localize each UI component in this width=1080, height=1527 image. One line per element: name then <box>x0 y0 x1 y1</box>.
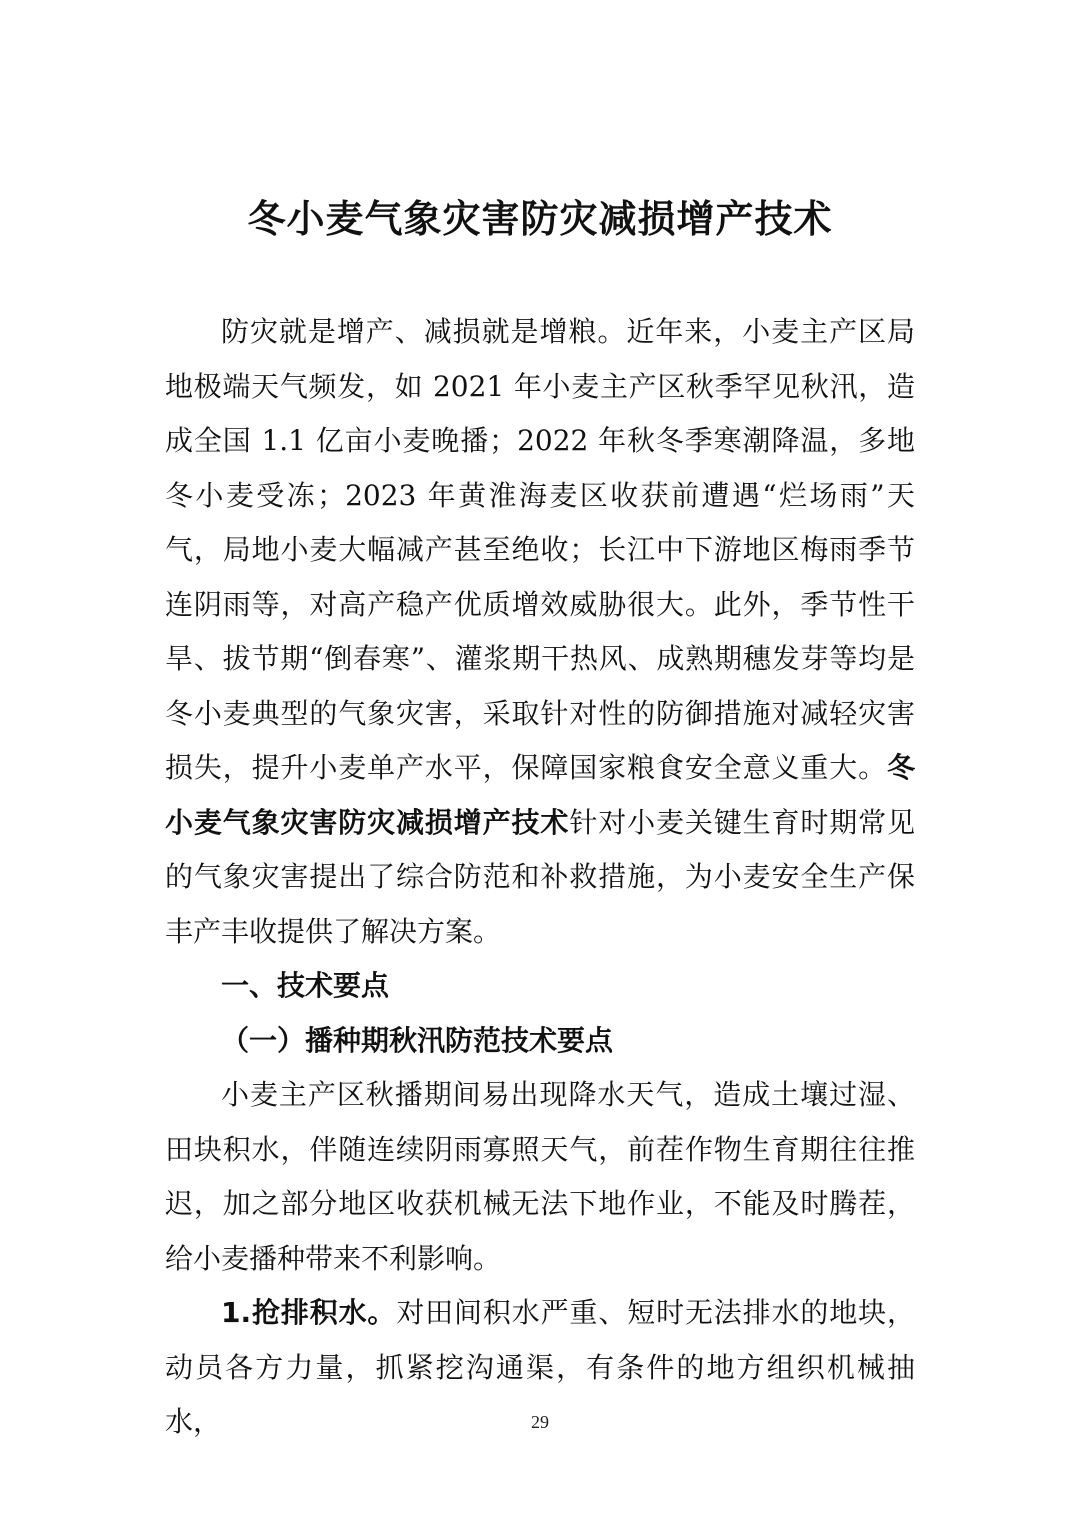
intro-text-end: 针对小麦关键生育时期常见的气象灾害提出了综合防范和补救措施，为小麦安全生产保丰产丰收提供了解决方案。 <box>165 805 915 948</box>
document-title: 冬小麦气象灾害防灾减损增产技术 <box>247 197 833 241</box>
document-body <box>165 305 915 1450</box>
subsection-heading: （一）播种期秋汛防范技术要点 <box>221 1023 614 1057</box>
intro-text-start: 防灾就是增产、减损就是增粮。近年来，小麦主产区局地极端天气频发，如 2021 年小麦主产区秋季罕见秋汛，造成全国 1.1 亿亩小麦晚播；2022 年秋冬季寒潮降温，多地冬小麦受冻；2023 年黄淮海麦区收获前遭遇“烂场雨”天气，局地小麦大幅减产甚至绝收；长江中下游地区梅雨季节连阴雨等，对高产稳产优质增效威胁很大。此外，季节性干旱、拔节期“倒春寒”、灌浆期干热风、成熟期穗发芽等均是冬小麦典型的气象灾害，采取针对性的防御措施对减轻灾害损失，提升小麦单产水平，保障国家粮食安全意义重大。 <box>165 315 915 784</box>
page-number: 29 <box>531 1412 549 1432</box>
intro-paragraph <box>165 305 915 959</box>
item-1-text: 对田间积水严重、短时无法排水的地块，动员各方力量，抓紧挖沟通渠，有条件的地方组织机械抽水， <box>165 1296 915 1438</box>
item-1-label: 1.抢排积水。 <box>221 1296 397 1329</box>
section-heading: 一、技术要点 <box>221 969 390 1002</box>
intro-bold-technique-name: 冬小麦气象灾害防灾减损增产技术 <box>165 751 915 839</box>
subsection-paragraph: 小麦主产区秋播期间易出现降水天气，造成土壤过湿、田块积水，伴随连续阴雨寡照天气，前茬作物生育期往往推迟，加之部分地区收获机械无法下地作业，不能及时腾茬，给小麦播种带来不利影响。 <box>165 1078 915 1275</box>
